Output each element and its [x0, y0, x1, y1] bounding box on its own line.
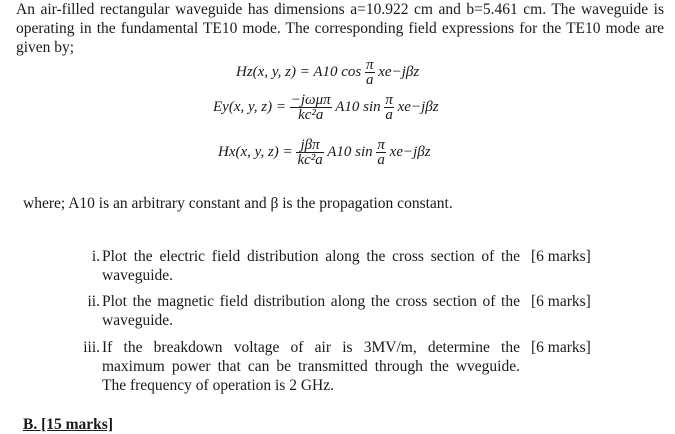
- question-text: Plot the magnetic field distribution along the cross section of the waveguide.: [102, 293, 520, 329]
- equation-hz-lhs: Hz(x, y, z) = A10 cos: [236, 63, 362, 80]
- equation-ey-lhs: Ey(x, y, z) =: [213, 98, 287, 115]
- equation-ey-fraction: $\frac{\text{−jωμπ}}{\text{kc²a}}$: [290, 92, 331, 123]
- equation-ey-fraction-2: $\frac{\pi}{a}$: [385, 92, 393, 123]
- where-text: where; A10 is an arbitrary constant and β is the propagation constant.: [23, 195, 453, 212]
- problem-intro: An air-filled rectangular waveguide has dimensions a=10.922 cm and b=5.461 cm. The waveguide is operating in the fundamental TE10 mode. The corresponding field expressions for the TE10 mode are given by;: [16, 1, 664, 56]
- question-number: ii.: [87, 293, 100, 310]
- equation-hx-mid: A10 sin: [327, 143, 373, 160]
- question-marks: [6 marks]: [531, 339, 591, 356]
- question-text: If the breakdown voltage of air is 3MV/m, determine the maximum power that can be transmitted through the wveguide. The frequency of operation is 2 GHz.: [102, 339, 520, 394]
- equation-hz-rhs: xe−jβz: [378, 63, 420, 80]
- equation-hx-fraction-2: $\frac{\pi}{a}$: [377, 137, 385, 168]
- equation-ey-rhs: xe−jβz: [397, 98, 439, 115]
- equation-hz: [236, 58, 419, 87]
- question-text: Plot the electric field distribution along the cross section of the waveguide.: [102, 248, 520, 284]
- question-number: i.: [91, 248, 100, 265]
- equation-hz-fraction: $\frac{\pi}{a}$: [366, 57, 374, 88]
- question-iii: [75, 338, 675, 398]
- section-marks-footer: B. [15 marks]: [23, 416, 113, 433]
- equation-ey: [213, 93, 439, 122]
- question-marks: [6 marks]: [531, 248, 591, 265]
- question-ii: [75, 292, 675, 332]
- equation-hx-lhs: Hx(x, y, z) =: [218, 143, 293, 160]
- question-marks: [6 marks]: [531, 293, 591, 310]
- equation-hx-fraction: $\frac{\text{jβπ}}{\text{kc²a}}$: [297, 137, 323, 168]
- question-number: iii.: [83, 339, 100, 356]
- equation-hx-rhs: xe−jβz: [389, 143, 431, 160]
- question-i: [75, 247, 675, 287]
- equation-ey-mid: A10 sin: [335, 98, 381, 115]
- equation-hx: [218, 138, 431, 167]
